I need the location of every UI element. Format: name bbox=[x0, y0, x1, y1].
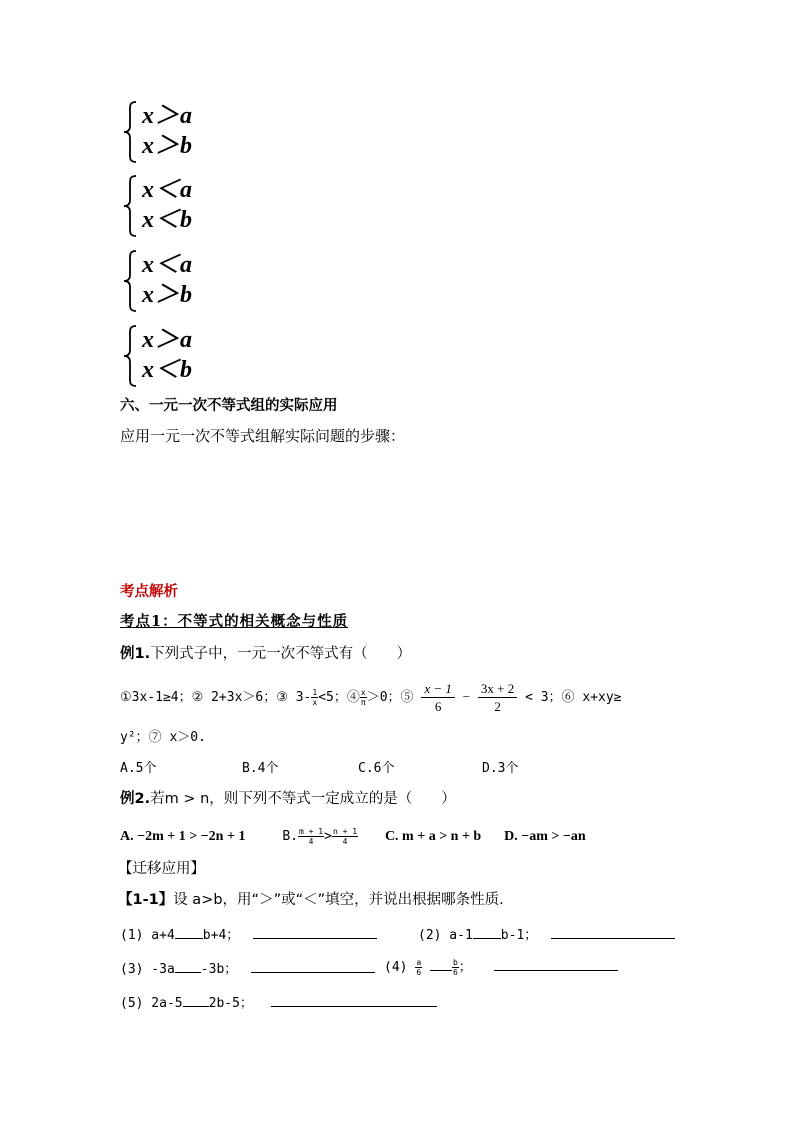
system-line-1: x＞a bbox=[142, 103, 193, 129]
inequality-system-2 bbox=[122, 174, 242, 238]
fraction-x-minus-1-over-6: $\frac{x - 1}{6}$ bbox=[421, 680, 455, 715]
question-label: 【1-1】 bbox=[118, 892, 174, 908]
part-1: (1) a+4 b+4； bbox=[120, 924, 377, 946]
transfer-question: 【1-1】设 a>b，用“＞”或“＜”填空，并说出根据哪条性质. bbox=[118, 892, 504, 908]
system-line-1: x＞a bbox=[142, 327, 193, 353]
example-1-items: ①3x-1≥4；② 2+3x＞6；③ 3- $\frac{1}{x}$ <5；④ $\frac{x}{\pi}$ ＞0；⑤ $\frac{x - 1}{6}$ − $\frac{3x + 2}{2}$ < 3；⑥ x+xy≥ bbox=[120, 681, 622, 714]
example-2-option-d: D. −am > −an bbox=[504, 829, 586, 844]
reason-blank[interactable] bbox=[253, 924, 377, 939]
left-brace-icon bbox=[122, 249, 140, 313]
reason-blank[interactable] bbox=[251, 958, 375, 973]
system-line-1: x＜a bbox=[142, 177, 193, 203]
point-1-heading: 考点1：不等式的相关概念与性质 bbox=[120, 613, 349, 630]
system-line-1: x＜a bbox=[142, 252, 193, 278]
example-1-items-cont: y²；⑦ x＞0. bbox=[120, 730, 206, 745]
inequality-system-4 bbox=[122, 324, 242, 388]
analysis-heading: 考点解析 bbox=[120, 584, 178, 600]
example-1-option-a: A.5个 bbox=[120, 761, 157, 776]
part-4: (4) $\frac{a}{6}$ $\frac{b}{6}$ ； bbox=[384, 956, 618, 978]
example-1-option-b: B.4个 bbox=[242, 761, 279, 776]
reason-blank[interactable] bbox=[271, 992, 437, 1007]
example-2-stem: 例2.若m > n，则下列不等式一定成立的是（ ） bbox=[120, 791, 456, 807]
part-2: (2) a-1 b-1； bbox=[418, 924, 675, 946]
answer-blank[interactable] bbox=[175, 924, 203, 939]
example-2-option-a: A. −2m + 1 > −2n + 1 bbox=[120, 829, 246, 844]
answer-blank[interactable] bbox=[430, 956, 452, 971]
answer-blank[interactable] bbox=[183, 992, 209, 1007]
fraction-3x-plus-2-over-2: $\frac{3x + 2}{2}$ bbox=[478, 680, 517, 715]
section-6-text: 应用一元一次不等式组解实际问题的步骤： bbox=[120, 427, 406, 445]
inequality-system-3 bbox=[122, 249, 242, 313]
example-1-stem: 例1.下列式子中，一元一次不等式有（ ） bbox=[120, 646, 412, 662]
answer-blank[interactable] bbox=[473, 924, 501, 939]
example-2-option-c: C. m + a > n + b bbox=[384, 829, 482, 844]
fraction-1-over-x: $\frac{1}{x}$ bbox=[312, 688, 318, 707]
part-3: (3) -3a -3b； bbox=[120, 958, 375, 980]
system-line-2: x＜b bbox=[142, 357, 193, 383]
section-6-title: 六、一元一次不等式组的实际应用 bbox=[120, 398, 338, 414]
transfer-heading: 【迁移应用】 bbox=[118, 861, 205, 877]
item-2-3: ② 2+3x＞6；③ 3- bbox=[191, 690, 312, 705]
example-2-option-b: B. $\frac{m + 1}{4}$ > $\frac{n + 1}{4}$ bbox=[282, 827, 358, 846]
example-2-label: 例2. bbox=[120, 791, 151, 807]
part-5: (5) 2a-5 2b-5； bbox=[120, 992, 437, 1014]
left-brace-icon bbox=[122, 174, 140, 238]
inequality-system-1 bbox=[122, 100, 242, 164]
reason-blank[interactable] bbox=[551, 924, 675, 939]
left-brace-icon bbox=[122, 100, 140, 164]
reason-blank[interactable] bbox=[494, 956, 618, 971]
system-line-2: x＜b bbox=[142, 207, 193, 233]
example-1-label: 例1. bbox=[120, 646, 151, 662]
system-line-2: x＞b bbox=[142, 133, 193, 159]
answer-blank[interactable] bbox=[175, 958, 201, 973]
item-1: ①3x-1≥4； bbox=[120, 690, 192, 705]
left-brace-icon bbox=[122, 324, 140, 388]
system-line-2: x＞b bbox=[142, 282, 193, 308]
example-1-option-d: D.3个 bbox=[482, 761, 519, 776]
example-1-option-c: C.6个 bbox=[358, 761, 395, 776]
example-2-options bbox=[120, 822, 586, 851]
fraction-x-over-pi: $\frac{x}{\pi}$ bbox=[360, 688, 366, 707]
